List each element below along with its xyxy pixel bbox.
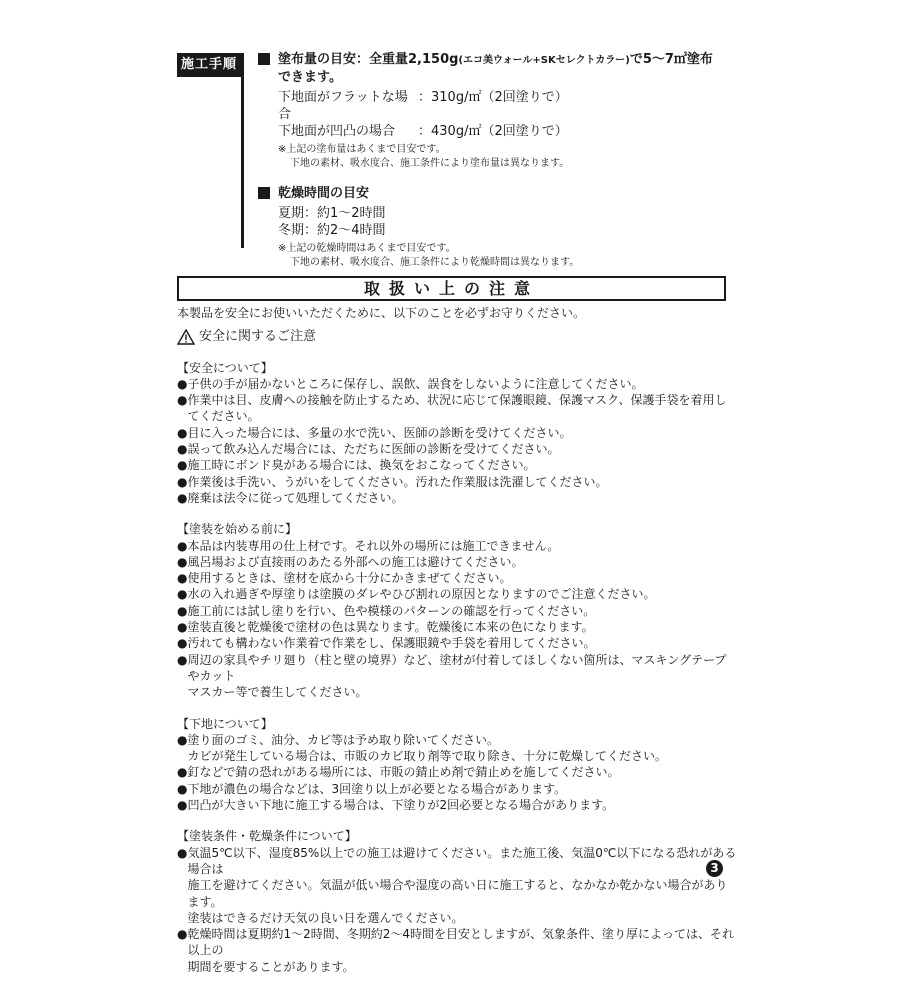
drying-note	[258, 242, 728, 270]
list-item: ● 周辺の家具やチリ廻り（柱と壁の境界）など、塗材が付着してほしくない箇所は、マスキングテープやカット マスカー等で養生してください。	[177, 652, 727, 700]
coverage-flat-value: ：310g/㎡（2回塗りで）	[418, 90, 568, 105]
warning-heading-text: 安全に関するご注意	[199, 329, 317, 345]
list-item: ● 作業後は手洗い、うがいをしてください。汚れた作業服は洗濯してください。	[177, 474, 608, 489]
list-item: ● 風呂場および直接雨のあたる外部への施工は避けてください。	[177, 554, 524, 569]
before-list	[177, 538, 737, 701]
list-item: ● 目に入った場合には、多量の水で洗い、医師の診断を受けてください。	[177, 425, 572, 440]
safety-list	[177, 376, 737, 506]
procedure-tag: 施工手順	[177, 53, 241, 77]
coverage-note-line1: ※上記の塗布量はあくまで目安です。	[278, 144, 446, 155]
list-item: ● 釘などで錆の恐れがある場所には、市販の錆止め剤で錆止めを施してください。	[177, 765, 620, 780]
list-item: ● 作業中は目、皮膚への接触を防止するため、状況に応じて保護眼鏡、保護マスク、保護手袋を着用してください。	[177, 393, 727, 424]
list-item: ● 誤って飲み込んだ場合には、ただちに医師の診断を受けてください。	[177, 442, 560, 457]
drying-heading-text: 乾燥時間の目安	[278, 186, 370, 201]
conditions-list	[177, 845, 737, 975]
intro-text: 本製品を安全にお使いいただくために、以下のことを必ずお守りください。	[177, 306, 586, 320]
coverage-heading-end: できます。	[278, 70, 342, 85]
list-item: ● 施工前には試し塗りを行い、色や模様のパターンの確認を行ってください。	[177, 603, 596, 618]
square-bullet-icon	[258, 187, 270, 199]
list-item: ● 気温5℃以下、湿度85%以上での施工は避けてください。また施工後、気温0℃以下になる恐れがある場合は 施工を避けてください。気温が低い場合や湿度の高い日に施工すると、なかなか乾かない場合があります。 塗装はできるだけ天気の良い日を選んでください。	[177, 845, 737, 925]
safety-section	[177, 360, 737, 507]
coverage-note	[258, 143, 728, 171]
coverage-rough-value: ：430g/㎡（2回塗りで）	[418, 124, 568, 139]
list-item: ● 施工時にボンド臭がある場合には、換気をおこなってください。	[177, 458, 536, 473]
page-number: 3	[706, 860, 723, 877]
coverage-note-line2: 下地の素材、吸水度合、施工条件により塗布量は異なります。	[290, 158, 570, 169]
list-item: ● 塗装直後と乾燥後で塗材の色は異なります。乾燥後に本来の色になります。	[177, 620, 594, 635]
list-item: ● 使用するときは、塗材を底から十分にかきまぜてください。	[177, 571, 512, 586]
base-list	[177, 732, 737, 813]
procedure-divider	[241, 53, 244, 248]
warning-heading	[177, 329, 737, 345]
base-section	[177, 716, 737, 814]
coverage-flat-row	[278, 89, 728, 123]
before-heading: 【塗装を始める前に】	[177, 522, 298, 537]
list-item: ● 子供の手が届かないところに保存し、誤飲、誤食をしないように注意してください。	[177, 376, 644, 391]
coverage-rough-row	[278, 123, 728, 140]
list-item: ● 廃棄は法令に従って処理してください。	[177, 490, 404, 505]
drying-note-line1: ※上記の乾燥時間はあくまで目安です。	[278, 243, 456, 254]
coverage-heading-area: で5～7㎡塗布	[629, 52, 713, 67]
coverage-heading-product: (エコ美ウォール+SKセレクトカラー)	[458, 55, 630, 66]
coverage-heading	[258, 51, 728, 86]
conditions-section	[177, 828, 737, 975]
drying-heading	[258, 185, 728, 202]
list-item: ● 塗り面のゴミ、油分、カビ等は予め取り除いてください。 カビが発生している場合は、市販のカビ取り剤等で取り除き、十分に乾燥してください。	[177, 732, 668, 764]
procedure-body	[258, 51, 728, 270]
list-item: ● 乾燥時間は夏期約1～2時間、冬期約2～4時間を目安としますが、気象条件、塗り厚によっては、それ以上の 期間を要することがあります。	[177, 927, 735, 974]
square-bullet-icon	[258, 53, 270, 65]
conditions-heading: 【塗装条件・乾燥条件について】	[177, 829, 357, 844]
coverage-rough-label: 下地面が凹凸の場合	[278, 124, 396, 139]
base-heading: 【下地について】	[177, 716, 273, 731]
list-item: ● 凹凸が大きい下地に施工する場合は、下塗りが2回必要となる場合があります。	[177, 798, 615, 813]
list-item: ● 汚れても構わない作業着で作業をし、保護眼鏡や手袋を着用してください。	[177, 636, 596, 651]
drying-summer: 夏期：約1～2時間	[278, 206, 386, 221]
precautions	[177, 305, 737, 990]
coverage-heading-main: 塗布量の目安：全重量2,150g	[278, 52, 459, 67]
safety-heading: 【安全について】	[177, 360, 273, 375]
list-item: ● 水の入れ過ぎや厚塗りは塗膜のダレやひび割れの原因となりますのでご注意ください。	[177, 587, 656, 602]
section-title: 取扱い上の注意	[177, 276, 726, 301]
coverage-flat-label: 下地面がフラットな場合	[278, 90, 408, 122]
warning-triangle-icon	[177, 329, 195, 345]
list-item: ● 本品は内装専用の仕上材です。それ以外の場所には施工できません。	[177, 538, 560, 553]
drying-winter: 冬期：約2～4時間	[278, 223, 386, 238]
drying-note-line2: 下地の素材、吸水度合、施工条件により乾燥時間は異なります。	[290, 257, 580, 268]
list-item: ● 下地が濃色の場合などは、3回塗り以上が必要となる場合があります。	[177, 781, 567, 796]
before-section	[177, 521, 737, 700]
